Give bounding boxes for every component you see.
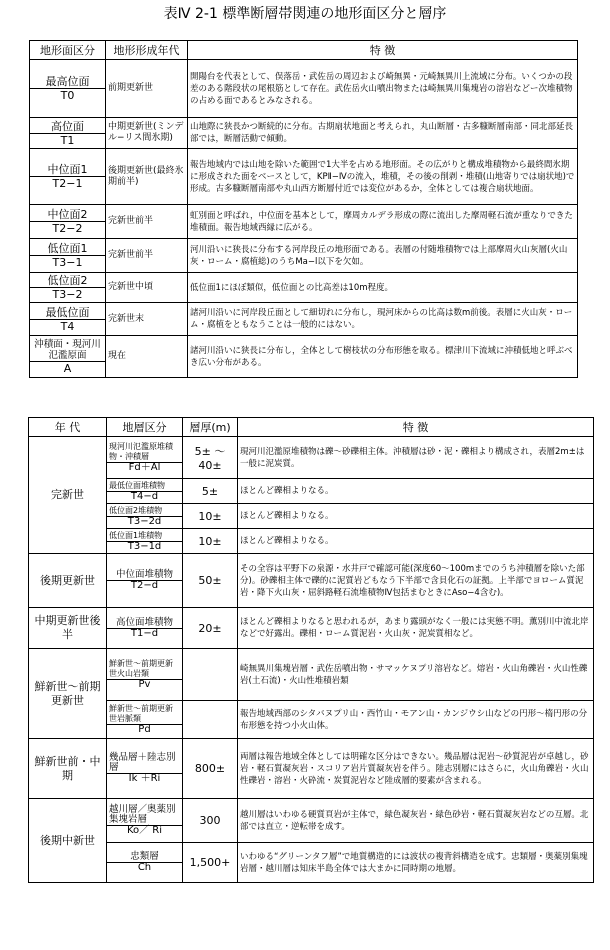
unit-code: T3−1d [127, 540, 162, 552]
header-era: 年 代 [29, 418, 107, 437]
unit-feature: ほとんど礫相よりなる。 [238, 504, 594, 529]
landform-header-row [30, 41, 578, 60]
unit-name: 鮮新世〜前期更新世岩脈類 [107, 704, 182, 725]
unit-feature: ほとんど礫相よりなると思われるが，あまり露頭がなく一般には実態不明。薫別川中流北岸などで好露出。礫相・ローム質泥岩・火山灰・泥炭質相など。 [238, 608, 594, 649]
landform-feature: 虹別面と呼ばれ，中位面を基本として，摩周カルデラ形成の際に流出した摩周軽石流が重なりできた堆積面。報告地域西縁に広がる。 [188, 205, 578, 239]
table-row [29, 739, 594, 799]
table-row [30, 118, 578, 149]
table-row [30, 205, 578, 239]
landform-age: 完新世末 [106, 303, 188, 336]
landform-code: T3−1 [52, 256, 83, 269]
era-cell: 後期更新世 [29, 554, 107, 608]
unit-thickness: 20± [183, 608, 238, 649]
unit-feature: ほとんど礫相よりなる。 [238, 529, 594, 554]
unit-thickness: 10± [183, 529, 238, 554]
landform-code: T3−2 [52, 288, 83, 301]
table-row [29, 437, 594, 479]
era-cell: 中期更新世後半 [29, 608, 107, 649]
unit-thickness: 5± [183, 479, 238, 504]
unit-thickness: 50± [183, 554, 238, 608]
landform-code: A [63, 361, 72, 375]
header-age: 地形形成年代 [106, 41, 188, 60]
unit-thickness: 800± [183, 739, 238, 799]
unit-code: Pv [138, 679, 151, 690]
landform-code: T0 [60, 89, 75, 102]
header-landform: 地形面区分 [30, 41, 106, 60]
table-row [29, 529, 594, 554]
landform-feature: 山地際に狭長かつ断続的に分布。古期扇状地面と考えられ，丸山断層・古多糠断層南部・同北部延長部では，断層活動で傾動。 [188, 118, 578, 149]
unit-name: 越川層／奥薬別集塊岩層 [107, 805, 182, 826]
unit-name: 中位面堆積物 [107, 570, 182, 581]
unit-code: T3−2d [127, 515, 162, 527]
landform-age: 完新世前半 [106, 239, 188, 273]
table-row [29, 799, 594, 843]
landform-name: 最低位面 [30, 306, 105, 320]
landform-feature: 低位面1にほぼ類似，低位面との比高差は10m程度。 [188, 273, 578, 303]
unit-feature: 崎無異川集塊岩層・武佐岳噴出物・サマッケヌプリ溶岩など。熔岩・火山角礫岩・火山性礫岩(土石流)・火山性堆積岩類 [238, 649, 594, 701]
era-cell: 後期中新世 [29, 799, 107, 883]
landform-name: 高位面 [30, 120, 105, 134]
unit-feature: 両層は報告地域全体としては明確な区分はできない。幾品層は泥岩〜砂質泥岩が卓越し，砂岩・軽石質凝灰岩・スコリア岩片質凝灰岩を伴う。陸志別層にはさらに，火山角礫岩・火山性礫岩・溶岩・火砕流・炭質泥岩など陸成層的要素が含まれる。 [238, 739, 594, 799]
era-cell: 完新世 [29, 437, 107, 554]
table-row [29, 554, 594, 608]
unit-thickness: 1,500+ [183, 843, 238, 883]
landform-name: 沖積面・現河川氾濫原面 [30, 339, 105, 362]
landform-age: 後期更新世(最終氷期前半) [106, 149, 188, 205]
era-cell: 鮮新世前・中期 [29, 739, 107, 799]
landform-code: T4 [60, 319, 75, 333]
table-row [29, 649, 594, 701]
landform-feature: 諸河川沿いに河岸段丘面として細切れに分布し，現河床からの比高は数m前後。表層に火山灰・ローム・腐植をともなうことは一般的にはない。 [188, 303, 578, 336]
landform-code: T2−1 [52, 177, 83, 190]
landform-table [29, 40, 578, 378]
unit-name: 最低位面堆積物 [107, 481, 182, 492]
landform-code: T1 [60, 133, 75, 147]
unit-name: 低位面1堆積物 [107, 531, 182, 542]
table-row [30, 273, 578, 303]
landform-age: 現在 [106, 336, 188, 378]
unit-thickness [183, 649, 238, 701]
unit-code: T2−d [130, 580, 159, 591]
landform-name: 中位面1 [30, 163, 105, 177]
strata-header-row [29, 418, 594, 437]
table-row [30, 149, 578, 205]
unit-name: 高位面堆積物 [107, 618, 182, 629]
unit-feature: いわゆる“グリーンタフ層”で地質構造的には波状の複背斜構造を成す。忠類層・奥薬別集塊岩層・越川層は知床半島全体では大まかに同時期の地層。 [238, 843, 594, 883]
header-feature: 特 徴 [238, 418, 594, 437]
landform-name: 中位面2 [30, 208, 105, 222]
header-thickness: 層厚(m) [183, 418, 238, 437]
landform-feature: 報告地域内では山地を除いた範囲で1大半を占める地形面。その広がりと構成堆積物から最終間氷期に形成された面をベースとして，KPⅡ−Ⅳの流入，堆積，その後の削剥・堆積(山地寄りでは扇状地)で形成。古多糠断層南部や丸山西方断層付近では変位があるか，全体としては複合扇状地面。 [188, 149, 578, 205]
landform-code: T2−2 [52, 222, 83, 235]
header-strata: 地層区分 [107, 418, 183, 437]
table-row [29, 701, 594, 739]
landform-age: 中期更新世(ミンデル−リス間氷期) [106, 118, 188, 149]
unit-name: 現河川氾濫原堆積物・沖積層 [107, 442, 182, 463]
table-row [29, 504, 594, 529]
page-title: 表Ⅳ 2-1 標準断層帯関連の地形面区分と層序 [163, 6, 447, 22]
header-feature: 特 徴 [188, 41, 578, 60]
unit-code: T4−d [130, 490, 159, 502]
unit-feature: その全容は平野下の泉源・水井戸で確認可能(深度60〜100mまでのうち沖積層を除いた部分)。砂礫相主体で礫的に泥質岩どもなう下半部で含貝化石の証拠。上半部でヨローム質泥岩・降下火山灰・屈斜路軽石流堆積物Ⅳ包括まむときにAso−4含む)。 [238, 554, 594, 608]
landform-age: 完新世中頃 [106, 273, 188, 303]
era-cell: 鮮新世〜前期更新世 [29, 649, 107, 739]
unit-code: Fd＋Al [128, 462, 161, 473]
table-row [30, 303, 578, 336]
unit-name: 忠類層 [107, 852, 182, 863]
table-row [30, 60, 578, 118]
unit-code: Pd [138, 724, 151, 735]
unit-thickness: 5± 〜40± [183, 437, 238, 479]
unit-code: Ko／ Ri [126, 825, 163, 836]
unit-name: 幾品層＋陸志別層 [107, 753, 182, 774]
unit-name: 低位面2堆積物 [107, 506, 182, 517]
table-row [29, 843, 594, 883]
unit-thickness: 10± [183, 504, 238, 529]
unit-code: Ch [137, 862, 152, 873]
table-row [29, 479, 594, 504]
strata-table [28, 417, 594, 883]
unit-thickness [183, 701, 238, 739]
landform-age: 完新世前半 [106, 205, 188, 239]
table-row [29, 608, 594, 649]
table-row [30, 336, 578, 378]
landform-feature: 河川沿いに狭長に分布する河岸段丘の地形面である。表層の付随堆積物では上部摩周火山灰層(火山灰・ローム・腐植総)のうちMa−l以下を欠如。 [188, 239, 578, 273]
landform-name: 低位面1 [30, 242, 105, 256]
unit-name: 鮮新世〜前期更新世火山岩類 [107, 659, 182, 680]
table-row [30, 239, 578, 273]
unit-thickness: 300 [183, 799, 238, 843]
landform-age: 前期更新世 [106, 60, 188, 118]
unit-feature: 越川層はいわゆる硬質頁岩が主体で，緑色凝灰岩・緑色砂岩・軽石質凝灰岩などの互層。北部では直立・逆転帯を成す。 [238, 799, 594, 843]
unit-feature: 現河川氾濫原堆積物は礫〜砂礫相主体。沖積層は砂・泥・礫相より構成され，表層2m±は一般に泥炭質。 [238, 437, 594, 479]
landform-name: 低位面2 [30, 274, 105, 288]
unit-code: T1−d [130, 627, 159, 639]
unit-code: Ik ＋Ri [128, 773, 161, 784]
landform-name: 最高位面 [30, 75, 105, 89]
landform-feature: 開陽台を代表として、俣落岳・武佐岳の周辺および崎無異・元崎無異川上流域に分布。いくつかの段差のある階段状の尾根筋として存在。武佐岳火山噴出物または崎無異川集塊岩の溶岩などー次堆積物の占める面であるとみなされる。 [188, 60, 578, 118]
unit-feature: 報告地域西部のシタバヌプリ山・西竹山・モアン山・カンジウシ山などの円形〜楕円形の分布形態を持つ小火山体。 [238, 701, 594, 739]
landform-feature: 諸河川沿いに狭長に分布し，全体として樹枝状の分布形態を取る。標津川下流域に沖積低地と呼ぶべき広い分布がある。 [188, 336, 578, 378]
unit-feature: ほとんど礫相よりなる。 [238, 479, 594, 504]
